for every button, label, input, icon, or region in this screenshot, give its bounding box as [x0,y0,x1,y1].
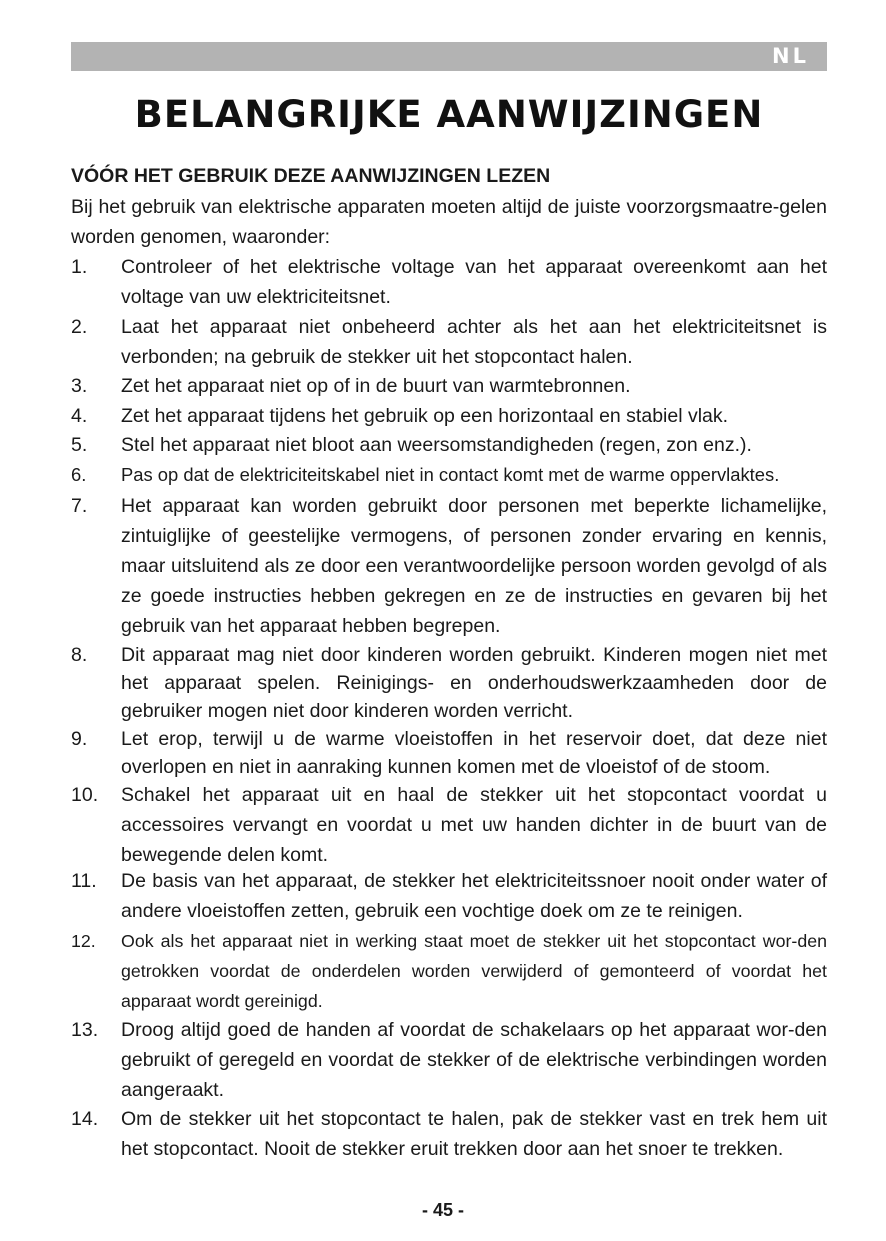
item-text: Controleer of het elektrische voltage van het apparaat overeenkomt aan het voltage van uw elektriciteitsnet. [121,256,827,308]
page-number: - 45 - [421,1200,464,1220]
item-text: De basis van het apparaat, de stekker het elektriciteitssnoer nooit onder water of andere vloeistoffen zetten, gebruik een vochtige doek om ze te reinigen. [121,870,827,922]
list-item [71,252,827,312]
list-item [71,401,827,431]
page-title: BELANGRIJKE AANWIJZINGEN [134,93,764,136]
list-item [71,312,827,372]
list-item [71,866,827,926]
item-number: 12. [71,931,96,951]
intro-paragraph: Bij het gebruik van elektrische apparaten moeten altijd de juiste voorzorgsmaatre-gelen worden genomen, waaronder: [71,196,827,248]
language-header-bar [71,42,827,71]
list-item [71,1104,827,1164]
item-text: Schakel het apparaat uit en haal de stekker uit het stopcontact voordat u accessoires vervangt en voordat u met uw handen dichter in de buurt van de bewegende delen komt. [121,784,827,866]
item-number: 2. [71,316,88,338]
list-item [71,1015,827,1105]
item-number: 1. [71,256,88,278]
language-code: NL [772,44,809,68]
item-text: Het apparaat kan worden gebruikt door personen met beperkte lichamelijke, zintuiglijke of geestelijke vermogens, of personen zonder ervaring en kennis, maar uitsluitend als ze door een verantwoordelijke persoon worden gevolgd of als ze goede instructies hebben gekregen en ze de instructies en gevaren bij het gebruik van het apparaat hebben begrepen. [121,495,827,637]
item-text: Ook als het apparaat niet in werking staat moet de stekker uit het stopcontact wor-den getrokken voordat de onderdelen worden verwijderd of gemonteerd of voordat het apparaat wordt gereinigd. [121,931,827,1011]
item-number: 7. [71,495,88,517]
item-number: 10. [71,784,99,806]
item-number: 4. [71,405,88,427]
list-item [71,780,827,870]
item-number: 11. [71,870,97,892]
list-item [71,641,827,725]
item-text: Let erop, terwijl u de warme vloeistoffen in het reservoir doet, dat deze niet overlopen en niet in aanraking kunnen komen met de vloeistof of de stoom. [121,728,827,778]
list-item [71,926,827,1016]
item-number: 3. [71,375,88,397]
list-item [71,460,827,490]
list-item [71,491,827,641]
item-number: 14. [71,1108,99,1130]
item-text: Pas op dat de elektriciteitskabel niet in contact komt met de warme oppervlaktes. [121,464,780,485]
item-text: Zet het apparaat niet op of in de buurt van warmtebronnen. [121,375,631,397]
list-item [71,371,827,401]
item-text: Om de stekker uit het stopcontact te halen, pak de stekker vast en trek hem uit het stopcontact. Nooit de stekker eruit trekken door aan het snoer te trekken. [121,1108,827,1160]
item-text: Droog altijd goed de handen af voordat de schakelaars op het apparaat wor-den gebruikt of geregeld en voordat de stekker of de elektrische verbindingen worden aangeraakt. [121,1019,827,1101]
item-number: 9. [71,728,88,750]
item-number: 13. [71,1019,99,1041]
item-number: 6. [71,464,87,485]
item-text: Stel het apparaat niet bloot aan weersomstandigheden (regen, zon enz.). [121,434,752,456]
item-number: 8. [71,644,88,666]
item-number: 5. [71,434,88,456]
list-item [71,430,827,460]
item-text: Dit apparaat mag niet door kinderen worden gebruikt. Kinderen mogen niet met het apparaat spelen. Reinigings- en onderhoudswerkzaamheden door de gebruiker mogen niet door kinderen worden verricht. [121,644,827,722]
list-item [71,725,827,781]
item-text: Laat het apparaat niet onbeheerd achter als het aan het elektriciteitsnet is verbonden; na gebruik de stekker uit het stopcontact halen. [121,316,827,368]
item-text: Zet het apparaat tijdens het gebruik op een horizontaal en stabiel vlak. [121,405,729,427]
section-heading: VÓÓR HET GEBRUIK DEZE AANWIJZINGEN LEZEN [71,165,551,187]
